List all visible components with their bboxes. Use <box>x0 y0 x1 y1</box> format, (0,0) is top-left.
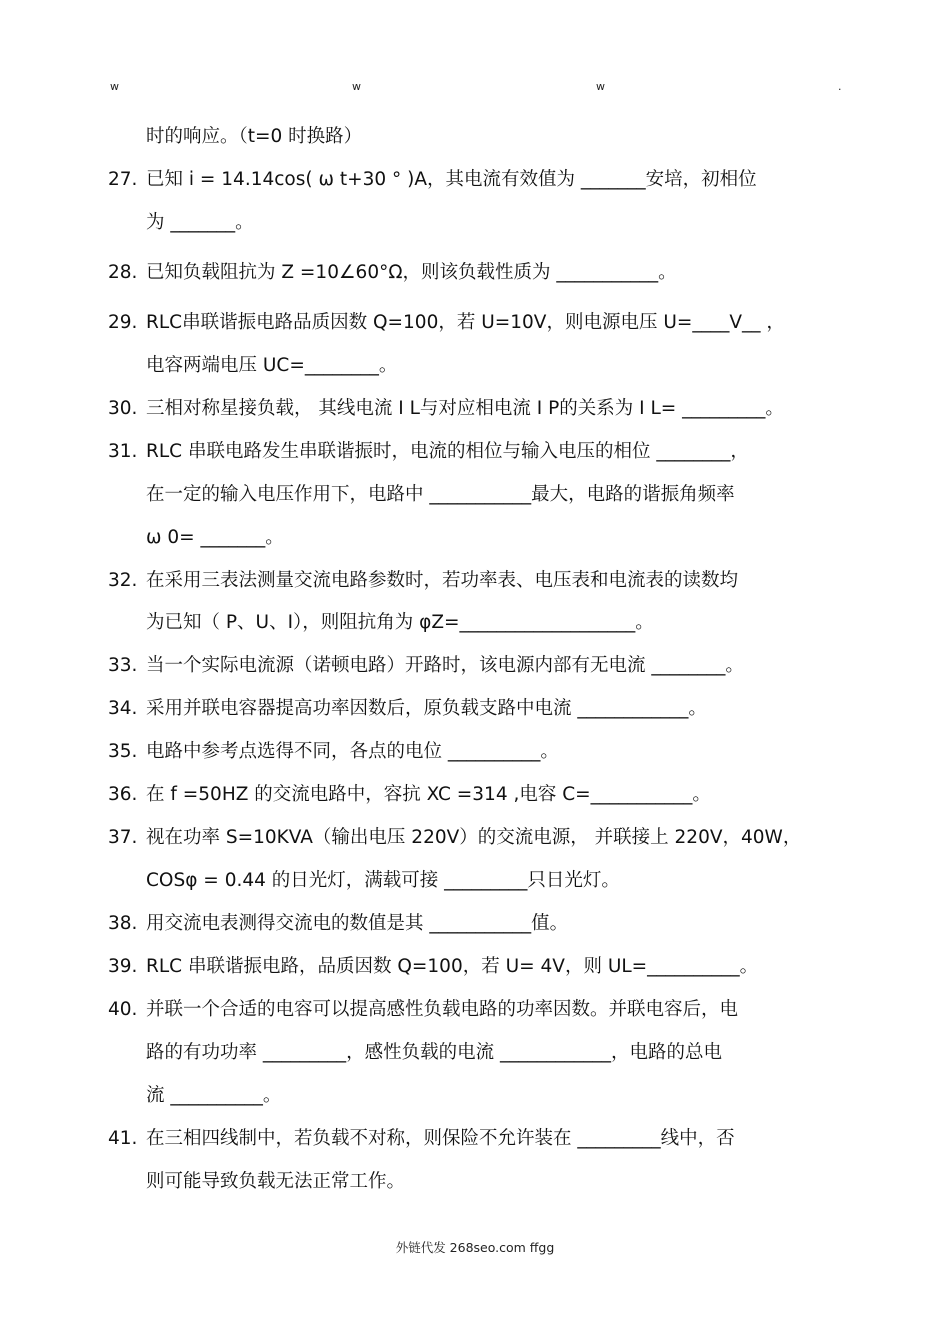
question-text: 并联一个合适的电容可以提高感性负载电路的功率因数。并联电容后，电 <box>146 999 739 1020</box>
question-number: 28. <box>108 262 138 283</box>
question-number: 32. <box>108 570 138 591</box>
question-number: 34. <box>108 698 138 719</box>
question-text: 采用并联电容器提高功率因数后，原负载支路中电流 ____________。 <box>146 698 707 719</box>
question-text: 为 _______。 <box>146 212 254 233</box>
question-number: 27. <box>108 169 138 190</box>
question-text: RLC串联谐振电路品质因数 Q=100，若 U=10V，则电源电压 U=____V__ ， <box>146 312 785 333</box>
header-mark-4: . <box>838 80 842 93</box>
question-number: 30. <box>108 398 138 419</box>
question-number: 31. <box>108 441 138 462</box>
question-number: 41. <box>108 1128 138 1149</box>
question-text: RLC 串联电路发生串联谐振时，电流的相位与输入电压的相位 ________， <box>146 441 749 462</box>
question-number: 29. <box>108 312 138 333</box>
question-number: 37. <box>108 827 138 848</box>
question-text: 在一定的输入电压作用下，电路中 ___________最大，电路的谐振角频率 <box>146 484 735 505</box>
header-mark-2: w <box>352 80 361 93</box>
question-text: 在采用三表法测量交流电路参数时，若功率表、电压表和电流表的读数均 <box>146 570 739 591</box>
question-text: 已知负载阻抗为 Z =10∠60°Ω，则该负载性质为 ___________。 <box>146 262 677 283</box>
question-text: RLC 串联谐振电路，品质因数 Q=100，若 U= 4V，则 UL=__________。 <box>146 956 759 977</box>
question-text: 当一个实际电流源（诺顿电路）开路时，该电源内部有无电流 ________。 <box>146 655 744 676</box>
question-text: 已知 i = 14.14cos( ω t+30 ° )A，其电流有效值为 _______安培，初相位 <box>146 169 757 190</box>
question-number: 35. <box>108 741 138 762</box>
question-text: 在 f =50HZ 的交流电路中，容抗 XC =314 ,电容 C=___________。 <box>146 784 711 805</box>
page-footer: 外链代发 268seo.com ffgg <box>395 1240 555 1255</box>
question-text: 三相对称星接负载， 其线电流 I L与对应相电流 I P的关系为 I L= _________。 <box>146 398 784 419</box>
question-text: 电容两端电压 UC=________。 <box>146 355 398 376</box>
question-number: 40. <box>108 999 138 1020</box>
question-number: 39. <box>108 956 138 977</box>
question-text: 则可能导致负载无法正常工作。 <box>146 1171 406 1192</box>
question-number: 38. <box>108 913 138 934</box>
question-text: 视在功率 S=10KVA（输出电压 220V）的交流电源， 并联接上 220V，40W， <box>146 827 802 848</box>
question-text: COSφ = 0.44 的日光灯，满载可接 _________只日光灯。 <box>146 870 620 891</box>
question-text: 路的有功功率 _________，感性负载的电流 ____________，电路的总电 <box>146 1042 723 1063</box>
question-text: 时的响应。（t=0 时换路） <box>146 126 363 147</box>
question-text: 在三相四线制中，若负载不对称，则保险不允许装在 _________线中，否 <box>146 1128 735 1149</box>
question-text: 电路中参考点选得不同，各点的电位 __________。 <box>146 741 559 762</box>
question-text: 为已知（ P、U、I），则阻抗角为 φZ=___________________。 <box>146 612 654 633</box>
question-text: 流 __________。 <box>146 1085 282 1106</box>
question-number: 33. <box>108 655 138 676</box>
question-text: ω 0= _______。 <box>146 527 284 548</box>
header-mark-1: w <box>110 80 119 93</box>
question-number: 36. <box>108 784 138 805</box>
header-mark-3: w <box>596 80 605 93</box>
question-text: 用交流电表测得交流电的数值是其 ___________值。 <box>146 913 569 934</box>
